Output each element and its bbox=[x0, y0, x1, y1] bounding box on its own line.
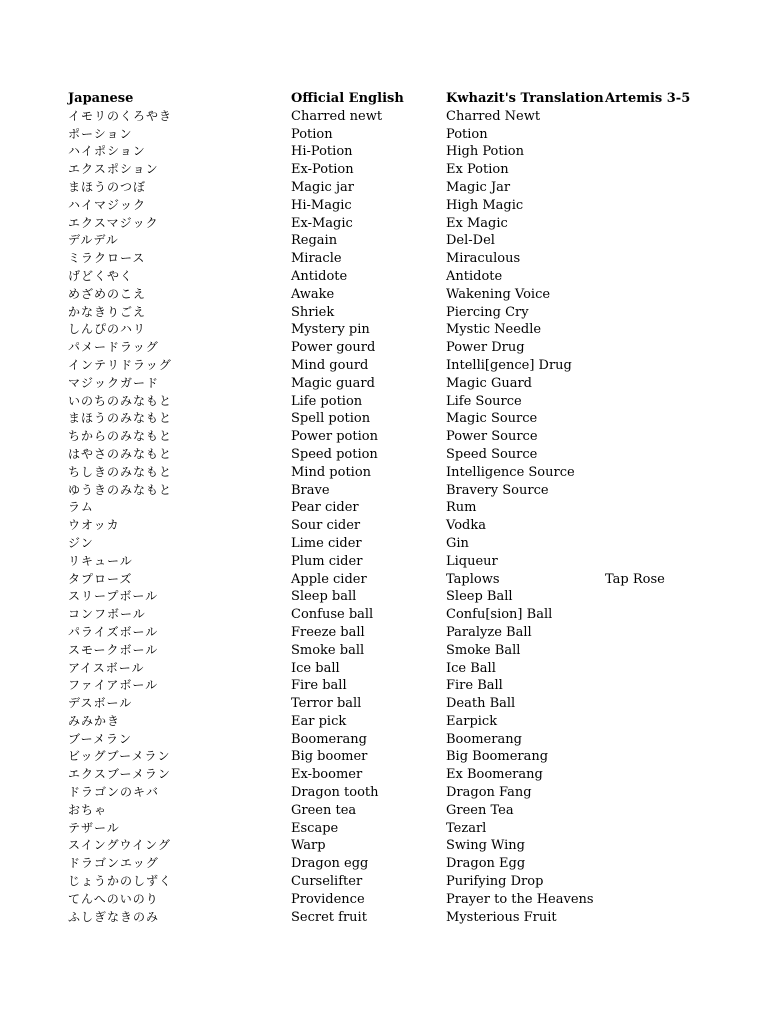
official-english-cell: Hi-Magic bbox=[291, 197, 352, 213]
translation-table bbox=[68, 90, 728, 926]
table-row bbox=[68, 766, 728, 784]
kwhazit-translation-cell: Smoke Ball bbox=[446, 642, 521, 658]
header-japanese: Japanese bbox=[68, 91, 134, 106]
kwhazit-translation-cell: Vodka bbox=[446, 518, 486, 534]
table-row bbox=[68, 677, 728, 695]
official-english-cell: Regain bbox=[291, 233, 338, 249]
official-english-cell: Boomerang bbox=[291, 731, 367, 747]
japanese-cell: イモリのくろやき bbox=[68, 108, 173, 123]
table-row bbox=[68, 286, 728, 304]
official-english-cell: Charred newt bbox=[291, 108, 383, 124]
official-english-cell: Power gourd bbox=[291, 340, 376, 356]
japanese-cell: エクスブーメラン bbox=[68, 767, 171, 782]
table-row bbox=[68, 695, 728, 713]
japanese-cell: ちしきのみなもと bbox=[68, 464, 173, 479]
japanese-cell: みみかき bbox=[68, 713, 121, 728]
table-row bbox=[68, 357, 728, 375]
table-row bbox=[68, 339, 728, 357]
header-official-english: Official English bbox=[291, 91, 404, 106]
japanese-cell: スリープボール bbox=[68, 589, 159, 604]
table-row bbox=[68, 731, 728, 749]
japanese-cell: まほうのみなもと bbox=[68, 411, 173, 426]
kwhazit-translation-cell: Liqueur bbox=[446, 553, 498, 569]
table-row bbox=[68, 215, 728, 233]
official-english-cell: Smoke ball bbox=[291, 642, 365, 658]
japanese-cell: てんへのいのり bbox=[68, 891, 159, 906]
kwhazit-translation-cell: Speed Source bbox=[446, 446, 538, 462]
official-english-cell: Escape bbox=[291, 820, 339, 836]
kwhazit-translation-cell: Potion bbox=[446, 126, 488, 142]
kwhazit-translation-cell: Miraculous bbox=[446, 251, 521, 267]
japanese-cell: ドラゴンのキバ bbox=[68, 785, 160, 800]
japanese-cell: ふしぎなきのみ bbox=[68, 909, 160, 924]
table-row bbox=[68, 606, 728, 624]
table-row bbox=[68, 482, 728, 500]
official-english-cell: Plum cider bbox=[291, 553, 363, 569]
kwhazit-translation-cell: Rum bbox=[446, 500, 477, 516]
japanese-cell: デスボール bbox=[68, 696, 133, 711]
japanese-cell: ファイアボール bbox=[68, 678, 159, 693]
japanese-cell: げどくやく bbox=[68, 268, 134, 283]
official-english-cell: Providence bbox=[291, 891, 365, 907]
kwhazit-translation-cell: Wakening Voice bbox=[446, 286, 551, 302]
japanese-cell: テザール bbox=[68, 820, 120, 835]
official-english-cell: Ex-Magic bbox=[291, 215, 353, 231]
table-row bbox=[68, 748, 728, 766]
table-row bbox=[68, 588, 728, 606]
japanese-cell: まほうのつぼ bbox=[68, 179, 147, 194]
table-row bbox=[68, 855, 728, 873]
kwhazit-translation-cell: Swing Wing bbox=[446, 838, 526, 854]
kwhazit-translation-cell: Dragon Fang bbox=[446, 785, 532, 801]
kwhazit-translation-cell: Ex Boomerang bbox=[446, 767, 543, 783]
official-english-cell: Lime cider bbox=[291, 535, 362, 551]
official-english-cell: Ice ball bbox=[291, 660, 340, 676]
table-row bbox=[68, 179, 728, 197]
official-english-cell: Awake bbox=[291, 286, 335, 302]
table-row bbox=[68, 624, 728, 642]
kwhazit-translation-cell: Gin bbox=[446, 535, 469, 551]
japanese-cell: タプローズ bbox=[68, 571, 133, 586]
japanese-cell: アイスボール bbox=[68, 660, 145, 675]
japanese-cell: パメードラッグ bbox=[68, 340, 159, 355]
table-row bbox=[68, 321, 728, 339]
table-row bbox=[68, 375, 728, 393]
kwhazit-translation-cell: Ex Magic bbox=[446, 215, 508, 231]
japanese-cell: ジン bbox=[68, 535, 94, 550]
table-row bbox=[68, 820, 728, 838]
official-english-cell: Life potion bbox=[291, 393, 363, 409]
header-artemis: Artemis 3-5 bbox=[605, 91, 691, 106]
japanese-cell: パライズボール bbox=[68, 624, 159, 639]
japanese-cell: エクスポション bbox=[68, 162, 159, 177]
table-row bbox=[68, 909, 728, 927]
official-english-cell: Sour cider bbox=[291, 518, 361, 534]
japanese-cell: いのちのみなもと bbox=[68, 393, 173, 408]
table-row bbox=[68, 713, 728, 731]
japanese-cell: ちからのみなもと bbox=[68, 429, 173, 444]
kwhazit-translation-cell: High Potion bbox=[446, 144, 524, 160]
japanese-cell: ビッグブーメラン bbox=[68, 749, 171, 764]
japanese-cell: ゆうきのみなもと bbox=[68, 482, 173, 497]
kwhazit-translation-cell: Del-Del bbox=[446, 233, 495, 249]
japanese-cell: ラム bbox=[68, 500, 94, 515]
kwhazit-translation-cell: Earpick bbox=[446, 713, 498, 729]
japanese-cell: しんぴのハリ bbox=[68, 322, 147, 337]
kwhazit-translation-cell: Dragon Egg bbox=[446, 856, 526, 872]
official-english-cell: Mystery pin bbox=[291, 322, 370, 338]
table-row bbox=[68, 784, 728, 802]
kwhazit-translation-cell: Purifying Drop bbox=[446, 874, 544, 890]
japanese-cell: おちゃ bbox=[68, 802, 108, 817]
table-row bbox=[68, 410, 728, 428]
japanese-cell: ドラゴンエッグ bbox=[68, 856, 159, 871]
kwhazit-translation-cell: Bravery Source bbox=[446, 482, 549, 498]
table-row bbox=[68, 464, 728, 482]
official-english-cell: Curselifter bbox=[291, 874, 363, 890]
kwhazit-translation-cell: Mysterious Fruit bbox=[446, 909, 557, 925]
official-english-cell: Hi-Potion bbox=[291, 144, 353, 160]
kwhazit-translation-cell: Tezarl bbox=[446, 820, 487, 836]
table-row bbox=[68, 873, 728, 891]
kwhazit-translation-cell: Prayer to the Heavens bbox=[446, 891, 594, 907]
table-row bbox=[68, 891, 728, 909]
table-row bbox=[68, 143, 728, 161]
table-header-row bbox=[68, 90, 728, 108]
official-english-cell: Antidote bbox=[291, 268, 348, 284]
official-english-cell: Dragon tooth bbox=[291, 785, 379, 801]
kwhazit-translation-cell: Intelli[gence] Drug bbox=[446, 357, 572, 373]
kwhazit-translation-cell: Sleep Ball bbox=[446, 589, 513, 605]
japanese-cell: スイングウイング bbox=[68, 838, 171, 853]
table-row bbox=[68, 161, 728, 179]
kwhazit-translation-cell: Magic Guard bbox=[446, 375, 532, 391]
official-english-cell: Warp bbox=[291, 838, 326, 854]
kwhazit-translation-cell: Paralyze Ball bbox=[446, 624, 532, 640]
japanese-cell: エクスマジック bbox=[68, 215, 159, 230]
official-english-cell: Spell potion bbox=[291, 411, 371, 427]
kwhazit-translation-cell: Big Boomerang bbox=[446, 749, 549, 765]
japanese-cell: ミラクロース bbox=[68, 251, 146, 266]
official-english-cell: Mind potion bbox=[291, 464, 372, 480]
kwhazit-translation-cell: Intelligence Source bbox=[446, 464, 575, 480]
official-english-cell: Speed potion bbox=[291, 446, 378, 462]
official-english-cell: Confuse ball bbox=[291, 607, 374, 623]
japanese-cell: ポーション bbox=[68, 126, 133, 141]
kwhazit-translation-cell: Taplows bbox=[446, 571, 500, 587]
official-english-cell: Miracle bbox=[291, 251, 342, 267]
official-english-cell: Ex-Potion bbox=[291, 162, 354, 178]
table-row bbox=[68, 268, 728, 286]
official-english-cell: Fire ball bbox=[291, 678, 347, 694]
kwhazit-translation-cell: Mystic Needle bbox=[446, 322, 542, 338]
kwhazit-translation-cell: Magic Source bbox=[446, 411, 538, 427]
kwhazit-translation-cell: Confu[sion] Ball bbox=[446, 607, 553, 623]
japanese-cell: ブーメラン bbox=[68, 731, 133, 746]
kwhazit-translation-cell: Power Source bbox=[446, 429, 538, 445]
japanese-cell: はやさのみなもと bbox=[68, 446, 173, 461]
table-row bbox=[68, 250, 728, 268]
official-english-cell: Magic jar bbox=[291, 179, 354, 195]
japanese-cell: リキュール bbox=[68, 553, 133, 568]
table-row bbox=[68, 232, 728, 250]
official-english-cell: Ex-boomer bbox=[291, 767, 363, 783]
official-english-cell: Mind gourd bbox=[291, 357, 369, 373]
table-row bbox=[68, 499, 728, 517]
japanese-cell: めざめのこえ bbox=[68, 286, 147, 301]
official-english-cell: Dragon egg bbox=[291, 856, 369, 872]
official-english-cell: Apple cider bbox=[291, 571, 367, 587]
official-english-cell: Secret fruit bbox=[291, 909, 367, 925]
official-english-cell: Power potion bbox=[291, 429, 378, 445]
official-english-cell: Pear cider bbox=[291, 500, 359, 516]
kwhazit-translation-cell: Piercing Cry bbox=[446, 304, 529, 320]
table-row bbox=[68, 837, 728, 855]
table-row bbox=[68, 428, 728, 446]
japanese-cell: ウオッカ bbox=[68, 518, 120, 533]
japanese-cell: かなきりごえ bbox=[68, 304, 147, 319]
table-row bbox=[68, 304, 728, 322]
table-row bbox=[68, 535, 728, 553]
table-row bbox=[68, 197, 728, 215]
table-row bbox=[68, 446, 728, 464]
table-row bbox=[68, 660, 728, 678]
table-row bbox=[68, 126, 728, 144]
table-row bbox=[68, 393, 728, 411]
official-english-cell: Terror ball bbox=[291, 696, 362, 712]
official-english-cell: Freeze ball bbox=[291, 624, 365, 640]
kwhazit-translation-cell: Power Drug bbox=[446, 340, 525, 356]
japanese-cell: デルデル bbox=[68, 233, 119, 248]
japanese-cell: ハイポション bbox=[68, 144, 146, 159]
japanese-cell: コンフボール bbox=[68, 607, 146, 622]
table-row bbox=[68, 642, 728, 660]
kwhazit-translation-cell: Ice Ball bbox=[446, 660, 496, 676]
official-english-cell: Magic guard bbox=[291, 375, 375, 391]
official-english-cell: Big boomer bbox=[291, 749, 368, 765]
japanese-cell: インテリドラッグ bbox=[68, 357, 172, 372]
official-english-cell: Green tea bbox=[291, 802, 357, 818]
kwhazit-translation-cell: Green Tea bbox=[446, 802, 514, 818]
official-english-cell: Ear pick bbox=[291, 713, 347, 729]
japanese-cell: じょうかのしずく bbox=[68, 874, 173, 889]
kwhazit-translation-cell: Ex Potion bbox=[446, 162, 509, 178]
official-english-cell: Potion bbox=[291, 126, 333, 142]
artemis-cell: Tap Rose bbox=[605, 571, 665, 587]
table-row bbox=[68, 108, 728, 126]
japanese-cell: マジックガード bbox=[68, 375, 160, 390]
official-english-cell: Shriek bbox=[291, 304, 335, 320]
official-english-cell: Brave bbox=[291, 482, 330, 498]
kwhazit-translation-cell: Boomerang bbox=[446, 731, 522, 747]
kwhazit-translation-cell: Fire Ball bbox=[446, 678, 503, 694]
kwhazit-translation-cell: Death Ball bbox=[446, 696, 516, 712]
kwhazit-translation-cell: Life Source bbox=[446, 393, 522, 409]
kwhazit-translation-cell: High Magic bbox=[446, 197, 524, 213]
official-english-cell: Sleep ball bbox=[291, 589, 357, 605]
japanese-cell: スモークボール bbox=[68, 642, 159, 657]
table-row bbox=[68, 553, 728, 571]
table-row bbox=[68, 517, 728, 535]
header-kwhazit-translation: Kwhazit's Translation bbox=[446, 91, 604, 106]
kwhazit-translation-cell: Magic Jar bbox=[446, 179, 511, 195]
kwhazit-translation-cell: Charred Newt bbox=[446, 108, 541, 124]
table-row bbox=[68, 571, 728, 589]
table-row bbox=[68, 802, 728, 820]
kwhazit-translation-cell: Antidote bbox=[446, 268, 503, 284]
japanese-cell: ハイマジック bbox=[68, 197, 147, 212]
